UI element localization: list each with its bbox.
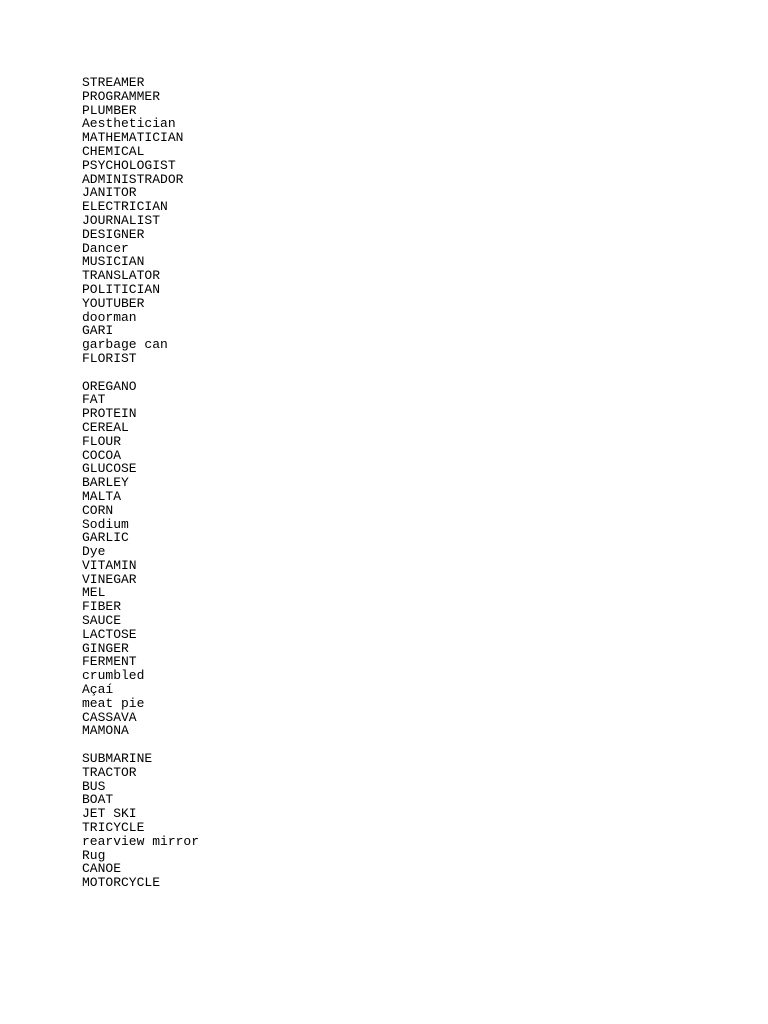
word-item: GLUCOSE [82, 461, 137, 477]
word-item: TRANSLATOR [82, 268, 161, 284]
word-item: COCOA [82, 447, 122, 463]
word-item: MALTA [82, 488, 122, 504]
word-item: BUS [82, 778, 106, 794]
word-item: CORN [82, 502, 114, 518]
word-item: POLITICIAN [82, 281, 161, 297]
word-list [82, 76, 199, 890]
word-item: GINGER [82, 640, 129, 656]
word-item: DESIGNER [82, 226, 145, 242]
word-item: CHEMICAL [82, 143, 145, 159]
word-item: Sodium [82, 516, 129, 532]
word-item: MUSICIAN [82, 254, 145, 270]
word-item: VINEGAR [82, 571, 137, 587]
word-item: OREGANO [82, 378, 137, 394]
word-item: Aesthetician [82, 116, 176, 132]
word-item: SAUCE [82, 613, 122, 629]
word-item: STREAMER [82, 75, 145, 90]
word-item: CEREAL [82, 419, 129, 435]
word-item: MOTORCYCLE [82, 875, 161, 891]
word-item: YOUTUBER [82, 295, 145, 311]
word-item: CANOE [82, 861, 122, 877]
word-item: PSYCHOLOGIST [82, 157, 176, 173]
word-item: GARI [82, 323, 114, 339]
word-item: CASSAVA [82, 709, 137, 725]
word-item: SUBMARINE [82, 751, 153, 767]
word-item: PROGRAMMER [82, 88, 161, 104]
word-item: JANITOR [82, 185, 137, 201]
word-item: VITAMIN [82, 557, 137, 573]
word-group [82, 380, 199, 739]
word-item: Rug [82, 847, 106, 863]
word-item: JET SKI [82, 806, 137, 822]
word-item: TRICYCLE [82, 820, 145, 836]
word-item: ADMINISTRADOR [82, 171, 184, 187]
word-item: MATHEMATICIAN [82, 130, 184, 146]
word-item: garbage can [82, 337, 168, 353]
word-item: Dancer [82, 240, 129, 256]
word-item: Açaí [82, 682, 114, 698]
word-item: FAT [82, 392, 106, 408]
word-item: FIBER [82, 599, 122, 615]
word-item: FERMENT [82, 654, 137, 670]
word-item: Dye [82, 544, 106, 560]
word-item: ELECTRICIAN [82, 199, 168, 215]
word-item: rearview mirror [82, 833, 200, 849]
word-item: JOURNALIST [82, 212, 161, 228]
word-group [82, 76, 199, 366]
word-item: PLUMBER [82, 102, 137, 118]
word-item: meat pie [82, 695, 145, 711]
word-item: FLOUR [82, 433, 122, 449]
word-item: PROTEIN [82, 406, 137, 422]
word-item: BOAT [82, 792, 114, 808]
word-item: doorman [82, 309, 137, 325]
word-item: MEL [82, 585, 106, 601]
word-item: GARLIC [82, 530, 129, 546]
word-item: TRACTOR [82, 764, 137, 780]
word-item: crumbled [82, 668, 145, 684]
word-item: MAMONA [82, 723, 129, 739]
word-item: FLORIST [82, 350, 137, 366]
word-item: LACTOSE [82, 626, 137, 642]
word-item: BARLEY [82, 475, 129, 491]
word-group [82, 752, 199, 890]
